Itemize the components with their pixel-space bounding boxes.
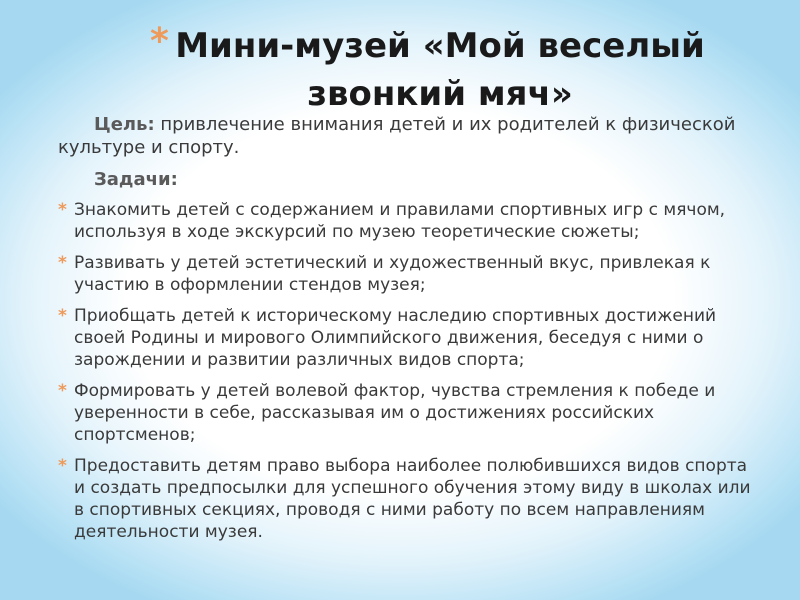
bullet-icon: * [58, 200, 67, 220]
title-block [150, 22, 750, 118]
bullet-icon: * [58, 456, 67, 476]
slide-title [150, 22, 705, 118]
task-item [58, 252, 758, 296]
bullet-icon: * [58, 381, 67, 401]
task-text: Знакомить детей с содержанием и правилами спортивных игр с мячом, используя в ходе экскурсий по музею теоретические сюжеты; [74, 200, 726, 242]
task-item [58, 455, 758, 543]
goal-label: Цель: [94, 114, 155, 135]
title-bullet-icon: * [150, 21, 169, 62]
bullet-icon: * [58, 306, 67, 326]
slide-title-line1: Мини-музей «Мой веселый [175, 26, 705, 66]
task-item [58, 305, 758, 371]
task-text: Приобщать детей к историческому наследию спортивных достижений своей Родины и мирового Олимпийского движения, беседуя с ними о зарождении и развитии различных видов спорта; [74, 306, 717, 370]
task-item [58, 199, 758, 243]
bullet-icon: * [58, 253, 67, 273]
goal-paragraph [58, 113, 748, 159]
task-item [58, 380, 758, 446]
task-text: Формировать у детей волевой фактор, чувства стремления к победе и уверенности в себе, рассказывая им о достижениях российских спортсменов; [74, 381, 716, 445]
task-text: Развивать у детей эстетический и художественный вкус, привлекая к участию в оформлении стендов музея; [74, 253, 711, 295]
task-text: Предоставить детям право выбора наиболее полюбившихся видов спорта и создать предпосылки для успешного обучения этому виду в школах или в спортивных секциях, проводя с ними работу по всем направлениям деятельности музея. [74, 456, 751, 542]
tasks-list [58, 199, 758, 552]
slide-title-line2: звонкий мяч» [307, 74, 573, 114]
tasks-label: Задачи: [94, 169, 178, 190]
goal-text: привлечение внимания детей и их родителей к физической культуре и спорту. [58, 114, 736, 158]
